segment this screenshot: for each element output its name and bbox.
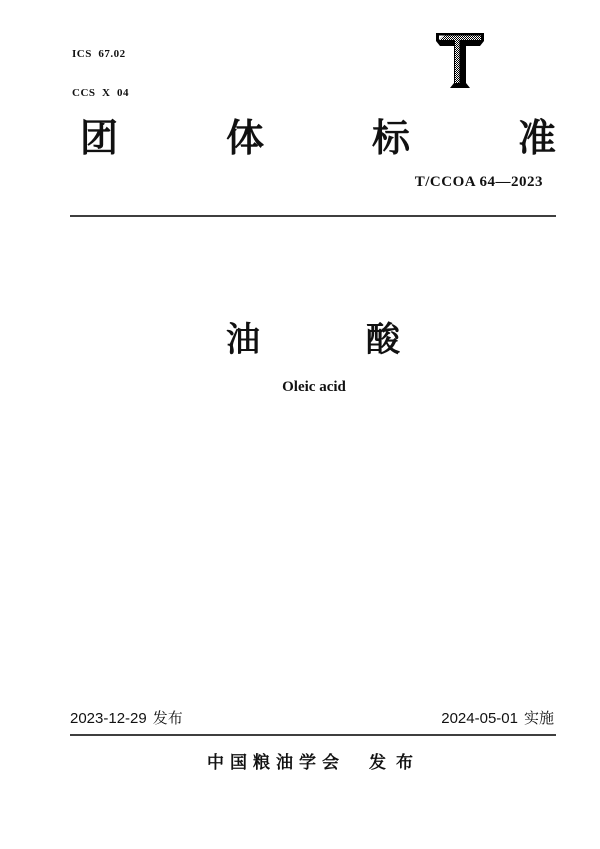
standard-type-char: 准 — [517, 118, 556, 160]
standard-type-heading — [80, 118, 556, 160]
dates-row — [70, 710, 556, 728]
issue-label: 发布 — [152, 710, 183, 727]
implement-date: 2024-05-01 — [441, 710, 518, 727]
issue-date: 2023-12-29 — [70, 710, 147, 727]
document-title-english: Oleic acid — [282, 379, 346, 395]
classification-codes — [72, 22, 129, 126]
implement-date-block — [441, 710, 556, 728]
t-standard-logo-icon — [435, 32, 485, 93]
ccs-code: CCS X 04 — [72, 87, 129, 99]
publish-action-label: 发布 — [369, 753, 423, 772]
standard-type-char: 标 — [371, 118, 410, 160]
standard-type-char: 体 — [225, 118, 264, 160]
publisher-name: 中国粮油学会 — [207, 753, 345, 772]
standard-type-char: 团 — [80, 118, 119, 160]
footer-divider-line — [70, 734, 556, 736]
title-char: 油 — [226, 321, 260, 359]
title-char: 酸 — [366, 321, 400, 359]
ics-code: ICS 67.02 — [72, 48, 126, 60]
header-divider-line — [70, 215, 556, 217]
document-title — [226, 320, 400, 360]
publisher-row — [0, 748, 600, 773]
issue-date-block — [70, 710, 185, 728]
standard-number: T/CCOA 64—2023 — [414, 174, 543, 190]
implement-label: 实施 — [523, 710, 554, 727]
